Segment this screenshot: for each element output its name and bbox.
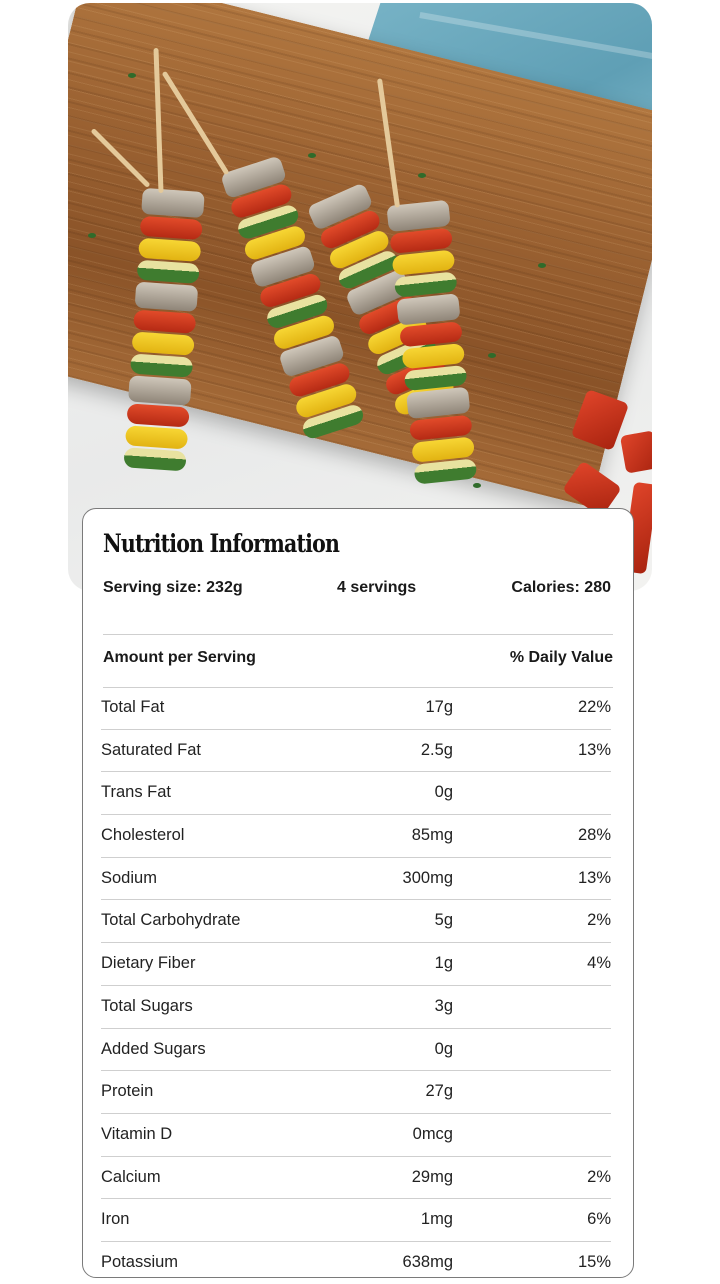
nutrient-name: Added Sugars: [101, 1039, 206, 1058]
nutrient-amount: 300mg: [402, 868, 453, 887]
nutrient-amount: 1mg: [420, 1210, 453, 1229]
nutrient-name: Saturated Fat: [101, 740, 201, 759]
nutrient-daily-value: 15%: [577, 1252, 611, 1271]
table-row: [101, 1241, 611, 1284]
pepper-piece: [620, 430, 652, 473]
serving-summary: [103, 579, 611, 603]
nutrient-daily-value: 13%: [577, 868, 611, 887]
table-row: [101, 1028, 611, 1071]
table-row: [101, 899, 611, 942]
nutrient-amount: 0g: [434, 783, 453, 802]
nutrient-daily-value: 6%: [587, 1210, 611, 1229]
nutrient-daily-value: 4%: [587, 954, 611, 973]
nutrient-name: Total Sugars: [101, 996, 193, 1015]
table-row: [101, 857, 611, 900]
nutrient-amount: 17g: [425, 698, 453, 716]
nutrition-title: Nutrition Information: [103, 529, 340, 558]
table-header: [103, 649, 613, 673]
serving-size: Serving size: 232g: [103, 579, 243, 596]
table-row: [101, 1070, 611, 1113]
table-row: [101, 942, 611, 985]
table-row: [101, 729, 611, 772]
amount-per-serving-header: Amount per Serving: [103, 649, 256, 666]
nutrition-card: [82, 508, 634, 1278]
nutrient-daily-value: 22%: [577, 698, 611, 716]
nutrient-daily-value: 13%: [577, 740, 611, 759]
nutrient-amount: 638mg: [402, 1252, 453, 1271]
table-row: [101, 1198, 611, 1241]
nutrient-name: Dietary Fiber: [101, 954, 196, 973]
nutrient-daily-value: 2%: [587, 1167, 611, 1186]
divider: [103, 634, 613, 635]
nutrient-name: Protein: [101, 1082, 154, 1101]
nutrient-amount: 3g: [434, 996, 453, 1015]
nutrient-amount: 2.5g: [420, 740, 453, 759]
nutrient-name: Trans Fat: [101, 783, 171, 802]
nutrient-amount: 5g: [434, 911, 453, 930]
nutrient-amount: 27g: [425, 1082, 453, 1101]
nutrient-name: Total Carbohydrate: [101, 911, 241, 930]
calories: Calories: 280: [511, 579, 611, 596]
nutrient-amount: 0g: [434, 1039, 453, 1058]
table-row: [101, 771, 611, 814]
nutrient-amount: 0mcg: [412, 1124, 453, 1143]
table-row: [101, 985, 611, 1028]
nutrient-daily-value: 2%: [587, 911, 611, 930]
servings-count: 4 servings: [337, 579, 417, 596]
nutrient-name: Potassium: [101, 1252, 179, 1271]
nutrient-name: Total Fat: [101, 698, 165, 716]
nutrient-amount: 29mg: [411, 1167, 453, 1186]
nutrient-amount: 1g: [434, 954, 453, 973]
table-row: [101, 687, 611, 729]
nutrient-amount: 85mg: [411, 826, 453, 845]
nutrient-name: Iron: [101, 1210, 130, 1229]
table-row: [101, 1113, 611, 1156]
recipe-photo: [68, 3, 652, 591]
nutrient-daily-value: 28%: [577, 826, 611, 845]
nutrient-name: Sodium: [101, 868, 157, 887]
nutrient-name: Calcium: [101, 1167, 161, 1186]
daily-value-header: % Daily Value: [509, 649, 613, 666]
nutrient-list: [101, 687, 611, 1284]
table-row: [101, 814, 611, 857]
table-row: [101, 1156, 611, 1199]
nutrient-name: Vitamin D: [101, 1124, 173, 1143]
nutrient-name: Cholesterol: [101, 826, 185, 845]
